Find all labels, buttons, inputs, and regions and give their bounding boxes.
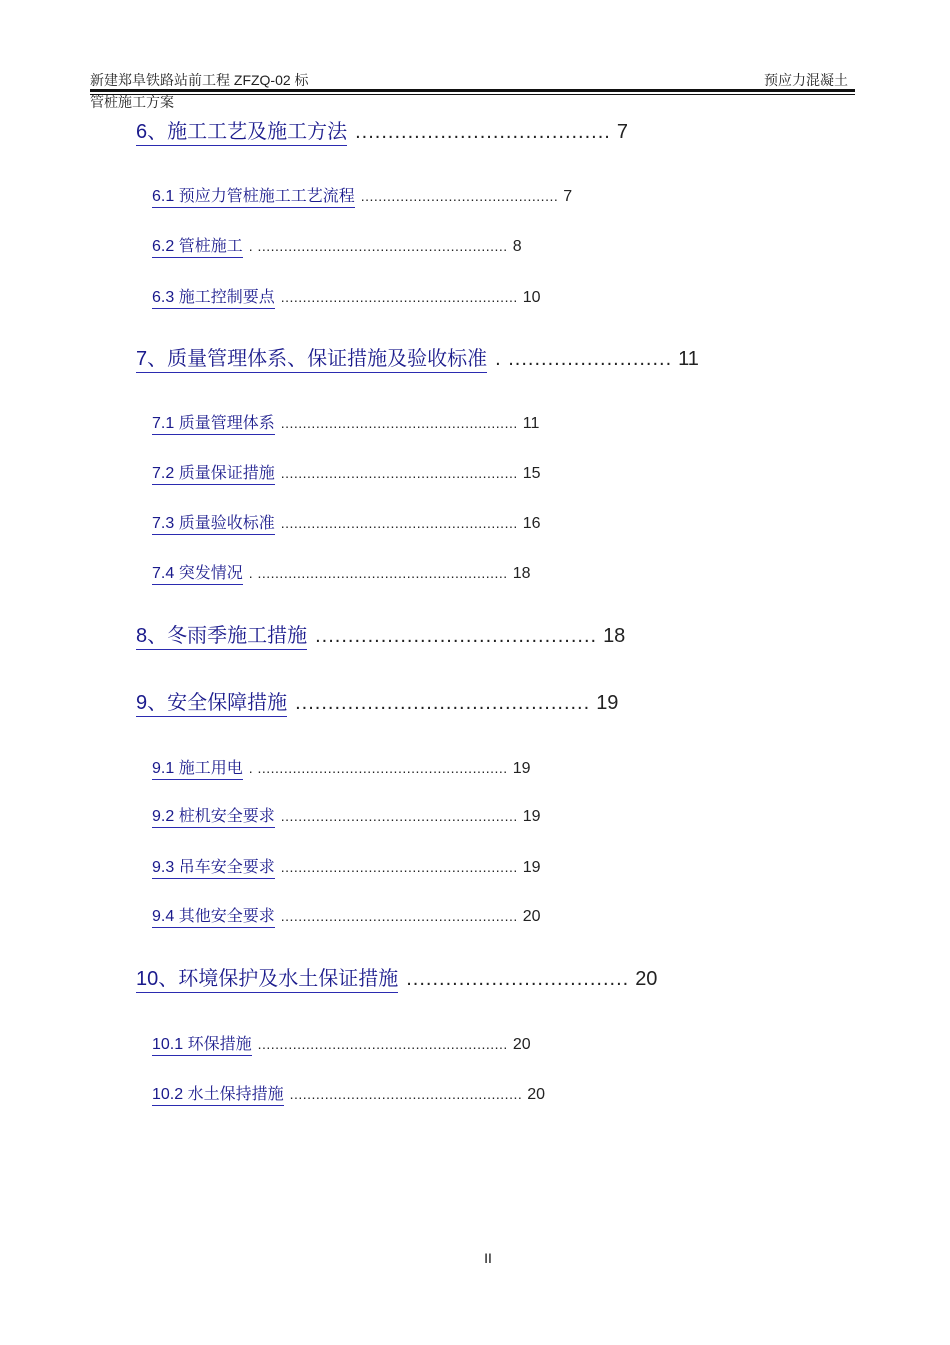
toc-entry-label[interactable]: 8、冬雨季施工措施 [136,619,307,650]
toc-leader-dots: ...................................................... [280,415,518,431]
toc-page-number: 19 [596,692,619,714]
toc-page-number: 18 [603,625,626,647]
toc-page-number: 10 [522,289,541,306]
toc-page-number: 18 [512,565,531,582]
toc-page-number: 20 [635,968,658,990]
toc-leader-dots: . ......................... [495,348,673,370]
toc-entry-label[interactable]: 6.2 管桩施工 [152,233,243,258]
toc-page-number: 7 [616,121,628,143]
toc-entry-label[interactable]: 7.4 突发情况 [152,560,243,585]
toc-entry-8[interactable] [136,619,625,650]
toc-leader-dots: ...................................................... [280,908,518,924]
toc-entry-label[interactable]: 10.2 水土保持措施 [152,1081,284,1106]
toc-entry-label[interactable]: 6、施工工艺及施工方法 [136,115,347,146]
header-rule-thick [90,89,855,92]
toc-entry-10-1[interactable] [152,1031,531,1056]
toc-entry-label[interactable]: 10.1 环保措施 [152,1031,252,1056]
toc-entry-label[interactable]: 9、安全保障措施 [136,686,287,717]
toc-entry-7[interactable] [136,342,699,373]
toc-entry-7-2[interactable] [152,460,541,485]
toc-page-number: 15 [522,465,541,482]
toc-entry-6[interactable] [136,115,628,146]
toc-leader-dots: ...................................................... [280,465,518,481]
toc-leader-dots: ............................................. [360,188,559,204]
toc-page-number: 11 [522,415,540,432]
toc-entry-6-3[interactable] [152,284,541,309]
toc-entry-label[interactable]: 7、质量管理体系、保证措施及验收标准 [136,342,487,373]
toc-page-number: 20 [527,1086,546,1103]
toc-leader-dots: ...................................................... [280,515,518,531]
toc-entry-label[interactable]: 9.2 桩机安全要求 [152,803,275,828]
toc-entry-9-4[interactable] [152,903,541,928]
toc-entry-10[interactable] [136,962,657,993]
toc-entry-label[interactable]: 7.2 质量保证措施 [152,460,275,485]
toc-entry-label[interactable]: 10、环境保护及水土保证措施 [136,962,398,993]
toc-entry-label[interactable]: 9.4 其他安全要求 [152,903,275,928]
toc-leader-dots: ...................................................... [280,859,518,875]
toc-leader-dots: .................................. [406,968,630,990]
toc-entry-9-2[interactable] [152,803,541,828]
toc-leader-dots: ..................................................... [289,1086,523,1102]
toc-leader-dots: ......................................................... [257,1036,508,1052]
toc-page-number: 20 [522,908,541,925]
toc-page-number: 19 [522,808,541,825]
toc-entry-9-1[interactable] [152,755,531,780]
toc-entry-10-2[interactable] [152,1081,545,1106]
toc-leader-dots: ........................................... [315,625,598,647]
toc-entry-6-2[interactable] [152,233,522,258]
toc-leader-dots: ............................................. [295,692,591,714]
toc-entry-6-1[interactable] [152,183,572,208]
toc-page-number: 11 [678,348,699,370]
toc-page-number: 16 [522,515,541,532]
toc-entry-7-1[interactable] [152,410,539,435]
toc-entry-7-4[interactable] [152,560,531,585]
toc-page-number: 8 [512,238,522,255]
toc-leader-dots: . ......................................................... [248,238,508,254]
header-right-text: 预应力混凝土 [764,72,848,88]
header-rule-thin [90,94,855,95]
toc-leader-dots: . ......................................................... [248,760,508,776]
toc-entry-9[interactable] [136,686,618,717]
toc-entry-label[interactable]: 9.3 吊车安全要求 [152,854,275,879]
toc-entry-label[interactable]: 6.1 预应力管桩施工工艺流程 [152,183,355,208]
header-left-text: 新建郑阜铁路站前工程 ZFZQ-02 标 [90,72,309,88]
toc-entry-label[interactable]: 7.1 质量管理体系 [152,410,275,435]
toc-page-number: 7 [563,188,573,205]
footer-page-number: II [484,1250,492,1266]
toc-page-number: 19 [512,760,531,777]
toc-entry-9-3[interactable] [152,854,541,879]
toc-page-number: 19 [522,859,541,876]
toc-leader-dots: . ......................................................... [248,565,508,581]
toc-page-number: 20 [512,1036,531,1053]
toc-entry-label[interactable]: 9.1 施工用电 [152,755,243,780]
toc-entry-7-3[interactable] [152,510,541,535]
toc-entry-label[interactable]: 6.3 施工控制要点 [152,284,275,309]
toc-leader-dots: ...................................................... [280,808,518,824]
toc-entry-label[interactable]: 7.3 质量验收标准 [152,510,275,535]
toc-leader-dots: ...................................................... [280,289,518,305]
header-second-line: 管桩施工方案 [90,94,174,110]
toc-leader-dots: ....................................... [355,121,611,143]
